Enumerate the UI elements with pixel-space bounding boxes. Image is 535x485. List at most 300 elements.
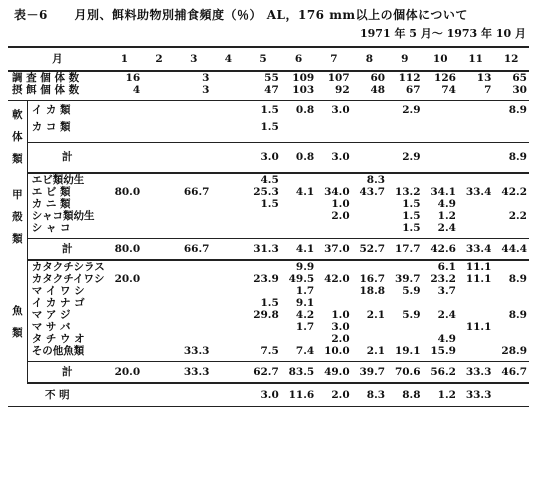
table-title: 月別、餌料助物別捕食頻度（％） AL，176 mm以上の個体について (74, 8, 468, 22)
group-name: 甲 殻 類 (12, 188, 23, 245)
item-cell-5 (245, 210, 280, 222)
item-cell-3 (176, 333, 211, 345)
total-cell-6: 4.1 (281, 239, 316, 261)
table-row (8, 210, 529, 222)
total-cell-4 (211, 239, 245, 261)
item-label: シャコ類幼生 (31, 210, 95, 222)
item-cell-6: 9.1 (295, 297, 315, 309)
item-cell-10: 1.2 (437, 210, 456, 222)
item-cell-2 (142, 285, 176, 297)
item-cell-4 (211, 173, 245, 186)
item-cell-9: 1.5 (402, 210, 421, 222)
item-cell-4 (211, 198, 245, 210)
item-cell-1 (107, 118, 142, 135)
count-cell-9: 67 (387, 84, 422, 101)
unknown-cell-5: 3.0 (245, 383, 280, 407)
total-cell-11: 33.3 (458, 362, 493, 384)
total-cell-11: 33.4 (458, 239, 493, 261)
item-cell-4 (211, 260, 245, 273)
item-cell-6 (281, 222, 316, 234)
item-cell-3: 66.7 (183, 186, 210, 198)
item-cell-1 (107, 309, 142, 321)
item-cell-4 (211, 210, 245, 222)
item-cell-6 (281, 333, 316, 345)
count-cell-2 (142, 84, 176, 101)
item-cell-11 (458, 173, 493, 186)
item-cell-2 (142, 260, 176, 273)
total-cell-5: 3.0 (245, 142, 280, 173)
item-cell-8: 8.3 (366, 174, 386, 186)
item-cell-8 (352, 260, 387, 273)
item-cell-6: 9.9 (295, 261, 315, 273)
count-cell-12: 65 (512, 72, 527, 84)
total-row (8, 239, 529, 261)
item-cell-9: 39.7 (394, 273, 421, 285)
item-cell-12: 42.2 (501, 186, 527, 198)
item-cell-7 (316, 297, 351, 309)
item-cell-11 (458, 309, 493, 321)
item-cell-3 (176, 321, 211, 333)
item-label: イ カ ナ ゴ (31, 297, 85, 309)
item-cell-10 (423, 321, 458, 333)
unknown-row (8, 383, 529, 407)
total-cell-2 (142, 362, 176, 384)
total-cell-9: 70.6 (387, 362, 422, 384)
item-cell-2 (142, 101, 176, 119)
item-label: エ ビ 類 (31, 186, 71, 198)
count-cell-6: 103 (281, 84, 316, 101)
item-cell-9 (387, 260, 422, 273)
total-cell-10: 42.6 (423, 239, 458, 261)
total-row (8, 142, 529, 173)
item-cell-9 (387, 321, 422, 333)
item-cell-11 (458, 118, 493, 135)
count-cell-1: 16 (125, 72, 141, 84)
count-cell-4 (211, 84, 245, 101)
item-cell-10 (423, 118, 458, 135)
total-cell-3: 66.7 (176, 239, 211, 261)
date-range: 1971 年 5 月～ 1973 年 10 月 (360, 27, 526, 40)
item-cell-3 (176, 210, 211, 222)
item-cell-12 (493, 333, 529, 345)
item-cell-2 (142, 345, 176, 357)
item-cell-8 (352, 222, 387, 234)
item-cell-11 (458, 285, 493, 297)
item-label: カ ニ 類 (31, 198, 71, 210)
item-cell-8 (352, 333, 387, 345)
item-cell-12 (493, 118, 529, 135)
total-cell-6: 83.5 (281, 362, 316, 384)
group-label (8, 173, 27, 260)
item-label: その他魚類 (31, 345, 85, 357)
item-cell-4 (211, 345, 245, 357)
total-cell-7: 49.0 (316, 362, 351, 384)
item-cell-10: 23.2 (430, 273, 456, 285)
item-cell-5: 4.5 (260, 174, 279, 186)
table-row (8, 186, 529, 198)
total-cell-4 (211, 142, 245, 173)
table-row (8, 321, 529, 333)
count-cell-8: 60 (370, 72, 386, 84)
item-cell-8 (352, 297, 387, 309)
total-cell-12: 8.9 (493, 142, 529, 173)
item-cell-11 (458, 101, 493, 119)
item-cell-8: 18.8 (359, 285, 386, 297)
item-cell-7: 1.0 (331, 198, 350, 210)
item-cell-5: 1.5 (260, 103, 279, 116)
count-cell-4 (211, 71, 245, 84)
item-cell-10: 6.1 (437, 261, 456, 273)
month-12: 12 (493, 47, 529, 71)
item-cell-2 (142, 222, 176, 234)
count-row (8, 71, 529, 84)
total-cell-4 (211, 362, 245, 384)
item-cell-9: 5.9 (402, 285, 421, 297)
count-cell-7: 107 (327, 72, 350, 84)
total-cell-10 (423, 142, 458, 173)
item-cell-2 (142, 333, 176, 345)
item-cell-4 (211, 186, 245, 198)
total-cell-3 (176, 142, 211, 173)
group-label (8, 260, 27, 383)
item-cell-10: 34.1 (430, 186, 456, 198)
item-cell-6 (281, 210, 316, 222)
item-cell-9: 19.1 (394, 345, 421, 357)
item-cell-1 (107, 285, 142, 297)
item-cell-11 (458, 222, 493, 234)
item-cell-11: 33.4 (465, 186, 492, 198)
total-cell-7: 37.0 (316, 239, 351, 261)
item-cell-5: 25.3 (253, 186, 279, 198)
item-cell-5: 7.5 (260, 345, 279, 357)
table-row (8, 173, 529, 186)
item-cell-6 (281, 198, 316, 210)
item-cell-6: 0.8 (295, 103, 315, 116)
total-label: 計 (27, 239, 106, 261)
item-cell-3 (176, 273, 211, 285)
month-10: 10 (423, 47, 458, 71)
item-cell-4 (211, 118, 245, 135)
item-cell-3 (176, 285, 211, 297)
item-cell-8 (352, 198, 387, 210)
item-cell-1 (107, 101, 142, 119)
count-cell-3: 3 (202, 72, 210, 84)
unknown-cell-4 (211, 383, 245, 407)
item-cell-7 (316, 222, 351, 234)
item-cell-4 (211, 309, 245, 321)
item-cell-10: 4.9 (437, 198, 456, 210)
count-cell-10: 126 (434, 72, 456, 84)
table-row (8, 198, 529, 210)
item-cell-11 (458, 198, 493, 210)
item-cell-3 (176, 173, 211, 186)
item-cell-10: 4.9 (437, 333, 456, 345)
item-label: シ ャ コ (31, 222, 71, 234)
unknown-label: 不 明 (8, 383, 107, 407)
item-cell-12: 28.9 (501, 345, 527, 357)
item-cell-7: 42.0 (324, 273, 350, 285)
unknown-cell-8: 8.3 (352, 383, 387, 407)
item-cell-9: 1.5 (402, 198, 421, 210)
count-cell-5: 47 (245, 84, 280, 101)
item-cell-5: 1.5 (260, 297, 279, 309)
item-cell-12 (493, 285, 529, 297)
month-6: 6 (281, 47, 316, 71)
item-cell-12 (493, 222, 529, 234)
item-cell-1 (107, 345, 142, 357)
month-7: 7 (316, 47, 351, 71)
header-row (8, 47, 529, 71)
item-cell-6 (281, 173, 316, 186)
count-cell-11: 7 (458, 84, 493, 101)
group-label (8, 101, 27, 174)
total-cell-8 (352, 142, 387, 173)
table-row (8, 101, 529, 119)
item-cell-9: 1.5 (402, 222, 421, 234)
table-row (8, 260, 529, 273)
item-cell-11: 11.1 (465, 261, 492, 273)
item-cell-3 (176, 101, 211, 119)
month-header: 月 (8, 47, 107, 71)
month-3: 3 (176, 47, 211, 71)
month-9: 9 (387, 47, 422, 71)
item-cell-9: 2.9 (402, 103, 421, 116)
item-cell-4 (211, 333, 245, 345)
item-label: マ サ バ (31, 321, 71, 333)
item-cell-1: 80.0 (114, 186, 141, 198)
item-cell-9 (387, 173, 422, 186)
item-cell-5: 23.9 (253, 273, 279, 285)
total-cell-1 (107, 142, 142, 173)
item-cell-6 (281, 118, 316, 135)
total-cell-1: 80.0 (107, 239, 142, 261)
count-label: 摂 餌 個 体 数 (8, 84, 107, 101)
item-cell-12 (493, 173, 529, 186)
item-cell-7: 34.0 (324, 186, 350, 198)
table-row (8, 285, 529, 297)
unknown-cell-9: 8.8 (387, 383, 422, 407)
item-cell-5: 1.5 (260, 121, 279, 134)
item-cell-8 (352, 101, 387, 119)
item-cell-12: 2.2 (508, 210, 527, 222)
item-cell-1 (107, 260, 142, 273)
table-row (8, 273, 529, 285)
item-cell-1 (107, 333, 142, 345)
item-cell-10 (423, 297, 458, 309)
unknown-cell-11: 33.3 (458, 383, 493, 407)
count-cell-9: 112 (398, 72, 421, 84)
item-cell-6: 1.7 (295, 285, 315, 297)
item-cell-7: 3.0 (331, 321, 350, 333)
item-cell-10 (423, 173, 458, 186)
item-cell-5 (245, 285, 280, 297)
item-cell-4 (211, 222, 245, 234)
item-cell-6: 49.5 (288, 273, 315, 285)
item-cell-8: 16.7 (359, 273, 386, 285)
total-cell-6: 0.8 (281, 142, 316, 173)
total-label: 計 (27, 362, 106, 384)
item-cell-3 (176, 309, 211, 321)
month-1: 1 (107, 47, 142, 71)
month-2: 2 (142, 47, 176, 71)
item-cell-11 (458, 333, 493, 345)
item-cell-9: 5.9 (402, 309, 421, 321)
unknown-cell-12 (493, 383, 529, 407)
item-label: カタクチイワシ (31, 273, 105, 285)
item-cell-6: 1.7 (295, 321, 315, 333)
item-cell-7 (316, 173, 351, 186)
item-cell-8: 2.1 (366, 345, 386, 357)
item-cell-10 (423, 101, 458, 119)
total-row (8, 362, 529, 384)
item-cell-2 (142, 309, 176, 321)
item-cell-1 (107, 210, 142, 222)
group-name: 魚 類 (12, 304, 23, 339)
item-cell-2 (142, 321, 176, 333)
item-cell-5 (245, 222, 280, 234)
unknown-cell-10: 1.2 (423, 383, 458, 407)
item-label: イ カ 類 (31, 103, 71, 116)
unknown-cell-6: 11.6 (281, 383, 316, 407)
item-cell-7 (316, 260, 351, 273)
item-cell-5 (245, 260, 280, 273)
item-cell-5: 29.8 (253, 309, 279, 321)
item-cell-1 (107, 198, 142, 210)
month-5: 5 (245, 47, 280, 71)
item-cell-12 (493, 260, 529, 273)
item-cell-12: 8.9 (508, 309, 527, 321)
total-cell-10: 56.2 (423, 362, 458, 384)
item-cell-9 (387, 333, 422, 345)
item-cell-7 (316, 118, 351, 135)
item-cell-11: 11.1 (465, 273, 492, 285)
predation-frequency-table (8, 46, 529, 407)
count-cell-8: 48 (352, 84, 387, 101)
item-cell-10: 3.7 (437, 285, 456, 297)
item-cell-7: 2.0 (331, 333, 350, 345)
item-cell-2 (142, 273, 176, 285)
item-cell-8 (352, 118, 387, 135)
item-cell-3 (176, 297, 211, 309)
month-8: 8 (352, 47, 387, 71)
item-cell-12: 8.9 (508, 103, 527, 116)
month-4: 4 (211, 47, 245, 71)
item-cell-3 (176, 260, 211, 273)
item-cell-3 (176, 118, 211, 135)
item-label: カ コ 類 (31, 121, 71, 134)
item-cell-12 (493, 198, 529, 210)
count-cell-11: 13 (476, 72, 492, 84)
total-cell-8: 52.7 (352, 239, 387, 261)
item-cell-8: 2.1 (366, 309, 386, 321)
item-label: カタクチシラス (31, 261, 105, 273)
item-cell-11 (458, 210, 493, 222)
item-cell-12 (493, 297, 529, 309)
table-row (8, 309, 529, 321)
item-cell-2 (142, 297, 176, 309)
unknown-cell-7: 2.0 (316, 383, 351, 407)
table-number: 表－6 (14, 8, 48, 22)
item-cell-4 (211, 101, 245, 119)
count-cell-2 (142, 71, 176, 84)
total-cell-5: 31.3 (245, 239, 280, 261)
table-row (8, 297, 529, 309)
item-cell-4 (211, 297, 245, 309)
item-cell-2 (142, 198, 176, 210)
item-cell-5 (245, 333, 280, 345)
total-cell-9: 17.7 (387, 239, 422, 261)
item-cell-4 (211, 321, 245, 333)
item-cell-11: 11.1 (465, 321, 492, 333)
table-row (8, 222, 529, 234)
item-cell-3: 33.3 (183, 345, 210, 357)
item-cell-1 (107, 173, 142, 186)
item-cell-8 (352, 321, 387, 333)
item-cell-4 (211, 273, 245, 285)
item-cell-1 (107, 321, 142, 333)
item-cell-2 (142, 210, 176, 222)
total-cell-2 (142, 142, 176, 173)
item-cell-6: 7.4 (295, 345, 315, 357)
item-cell-8: 43.7 (359, 186, 386, 198)
total-cell-7: 3.0 (316, 142, 351, 173)
item-cell-5: 1.5 (260, 198, 279, 210)
total-cell-3: 33.3 (176, 362, 211, 384)
count-cell-6: 109 (292, 72, 315, 84)
item-label: エビ類幼生 (31, 174, 85, 186)
group-name: 軟 体 類 (12, 109, 23, 165)
item-cell-12 (493, 321, 529, 333)
item-cell-11 (458, 297, 493, 309)
item-cell-7: 3.0 (331, 103, 350, 116)
item-cell-10: 2.4 (437, 222, 456, 234)
item-cell-8 (352, 210, 387, 222)
count-cell-5: 55 (264, 72, 279, 84)
item-cell-9: 13.2 (394, 186, 421, 198)
table-row (8, 118, 529, 135)
item-cell-7: 2.0 (331, 210, 350, 222)
total-cell-9: 2.9 (387, 142, 422, 173)
unknown-cell-1 (107, 383, 142, 407)
table-row (8, 333, 529, 345)
item-label: マ イ ワ シ (31, 285, 85, 297)
table-row (8, 345, 529, 357)
count-cell-10: 74 (423, 84, 458, 101)
item-cell-9 (387, 118, 422, 135)
item-cell-6: 4.1 (295, 186, 315, 198)
unknown-cell-2 (142, 383, 176, 407)
total-cell-12: 46.7 (493, 362, 529, 384)
item-label: マ ア ジ (31, 309, 71, 321)
total-cell-12: 44.4 (493, 239, 529, 261)
item-cell-1 (107, 222, 142, 234)
total-cell-5: 62.7 (245, 362, 280, 384)
item-cell-10: 2.4 (437, 309, 456, 321)
item-cell-2 (142, 173, 176, 186)
item-cell-4 (211, 285, 245, 297)
item-cell-2 (142, 186, 176, 198)
total-cell-11 (458, 142, 493, 173)
item-cell-10: 15.9 (430, 345, 456, 357)
item-cell-7 (316, 285, 351, 297)
total-cell-1: 20.0 (107, 362, 142, 384)
item-cell-12: 8.9 (508, 273, 527, 285)
total-cell-2 (142, 239, 176, 261)
item-cell-6: 4.2 (295, 309, 315, 321)
item-cell-2 (142, 118, 176, 135)
table-caption (14, 6, 468, 23)
item-cell-1: 20.0 (114, 273, 141, 285)
